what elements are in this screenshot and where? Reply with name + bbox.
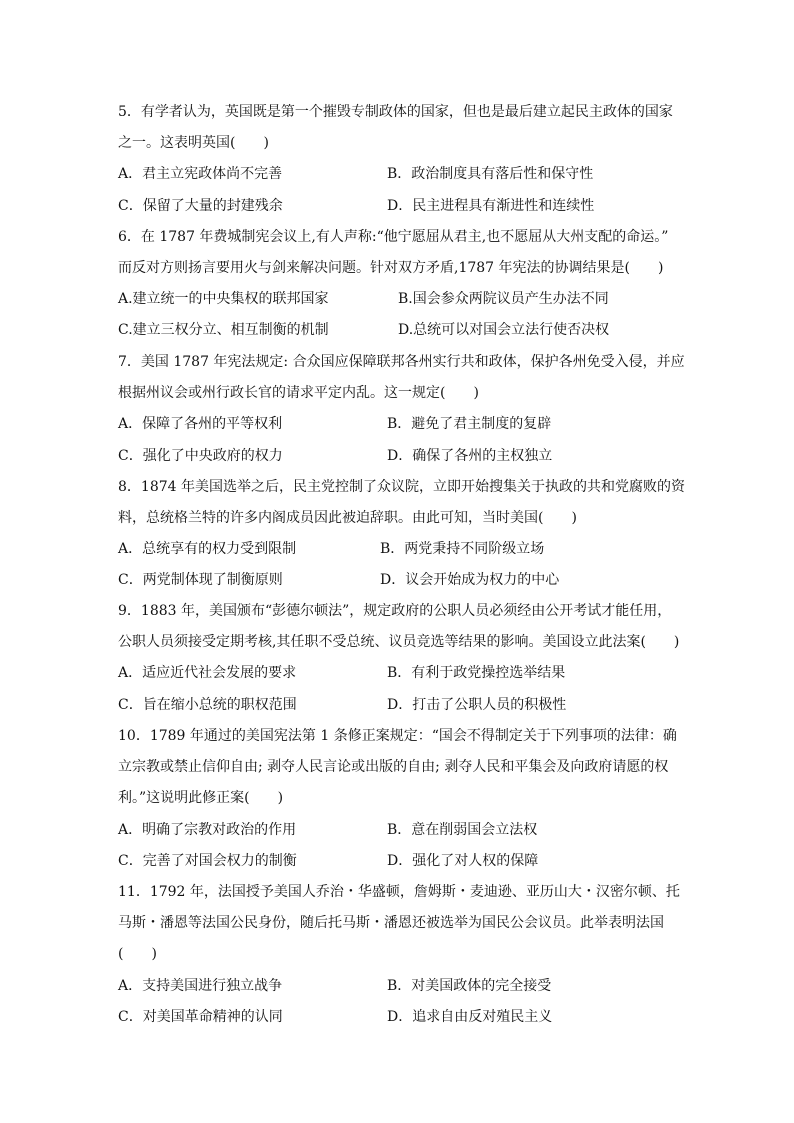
option-a: A．总统享有的权力受到限制 [118,541,297,557]
option-c: C．完善了对国会权力的制衡 [118,853,297,869]
option-d: D．确保了各州的主权独立 [387,448,553,464]
option-b: B．政治制度具有落后性和保守性 [387,166,594,182]
question-stem-line: 11．1792 年，法国授予美国人乔治・华盛顿，詹姆斯・麦迪逊、亚历山大・汉密尔顿、托 [118,884,680,900]
question-stem-line: 而反对方则扬言要用火与剑来解决问题。针对双方矛盾,1787 年宪法的协调结果是( ) [118,260,664,276]
option-d: D．强化了对人权的保障 [387,853,539,869]
option-d: D．打击了公职人员的积极性 [387,697,567,713]
option-c: C．强化了中央政府的权力 [118,448,283,464]
option-c: C．对美国革命精神的认同 [118,1009,283,1025]
question-stem-line: 公职人员须接受定期考核,其任职不受总统、议员竞选等结果的影响。美国设立此法案( ) [118,634,680,650]
option-a: A.建立统一的中央集权的联邦国家 [118,291,329,307]
question-stem-line: 立宗教或禁止信仰自由; 剥夺人民言论或出版的自由; 剥夺人民和平集会及向政府请愿的权 [118,759,669,775]
option-b: B．对美国政体的完全接受 [387,978,552,994]
question-stem-line: 10．1789 年通过的美国宪法第 1 条修正案规定：“国会不得制定关于下列事项的法律：确 [118,728,677,744]
question-stem-line: 5．有学者认为，英国既是第一个摧毁专制政体的国家，但也是最后建立起民主政体的国家 [118,104,673,120]
question-stem-line: 马斯・潘恩等法国公民身份，随后托马斯・潘恩还被选举为国民公会议员。此举表明法国 [118,915,664,931]
question-stem-line: 8．1874 年美国选举之后，民主党控制了众议院，立即开始搜集关于执政的共和党腐败的资 [118,479,685,495]
question-stem-line: 之一。这表明英国( ) [118,135,269,151]
option-d: D．追求自由反对殖民主义 [387,1009,553,1025]
question-stem-line: ( ) [118,946,157,962]
option-a: A．支持美国进行独立战争 [118,978,283,994]
option-d: D.总统可以对国会立法行使否决权 [398,322,610,338]
option-a: A．明确了宗教对政治的作用 [118,822,297,838]
option-b: B．有利于政党操控选举结果 [387,665,566,681]
question-stem-line: 6．在 1787 年费城制宪会议上,有人声称:“他宁愿屈从君主,也不愿屈从大州支配的命运。” [118,229,669,245]
question-stem-line: 7．美国 1787 年宪法规定: 合众国应保障联邦各州实行共和政体，保护各州免受入侵，并应 [118,354,685,370]
option-a: A．适应近代社会发展的要求 [118,665,297,681]
option-a: A．保障了各州的平等权利 [118,416,283,432]
option-d: D．议会开始成为权力的中心 [380,572,560,588]
question-stem-line: 利。”这说明此修正案( ) [118,790,284,806]
option-c: C．保留了大量的封建残余 [118,198,283,214]
option-c: C.建立三权分立、相互制衡的机制 [118,322,329,338]
option-c: C．旨在缩小总统的职权范围 [118,697,297,713]
option-d: D．民主进程具有渐进性和连续性 [387,198,595,214]
option-a: A．君主立宪政体尚不完善 [118,166,283,182]
question-stem-line: 9．1883 年，美国颁布“彭德尔顿法”，规定政府的公职人员必须经由公开考试才能任用， [118,603,672,619]
question-stem-line: 料，总统格兰特的许多内阁成员因此被迫辞职。由此可知，当时美国( ) [118,510,577,526]
option-b: B.国会参众两院议员产生办法不同 [398,291,609,307]
option-c: C．两党制体现了制衡原则 [118,572,283,588]
option-b: B．意在削弱国会立法权 [387,822,538,838]
option-b: B．避免了君主制度的复辟 [387,416,552,432]
option-b: B．两党秉持不同阶级立场 [380,541,545,557]
question-stem-line: 根据州议会或州行政长官的请求平定内乱。这一规定( ) [118,385,479,401]
